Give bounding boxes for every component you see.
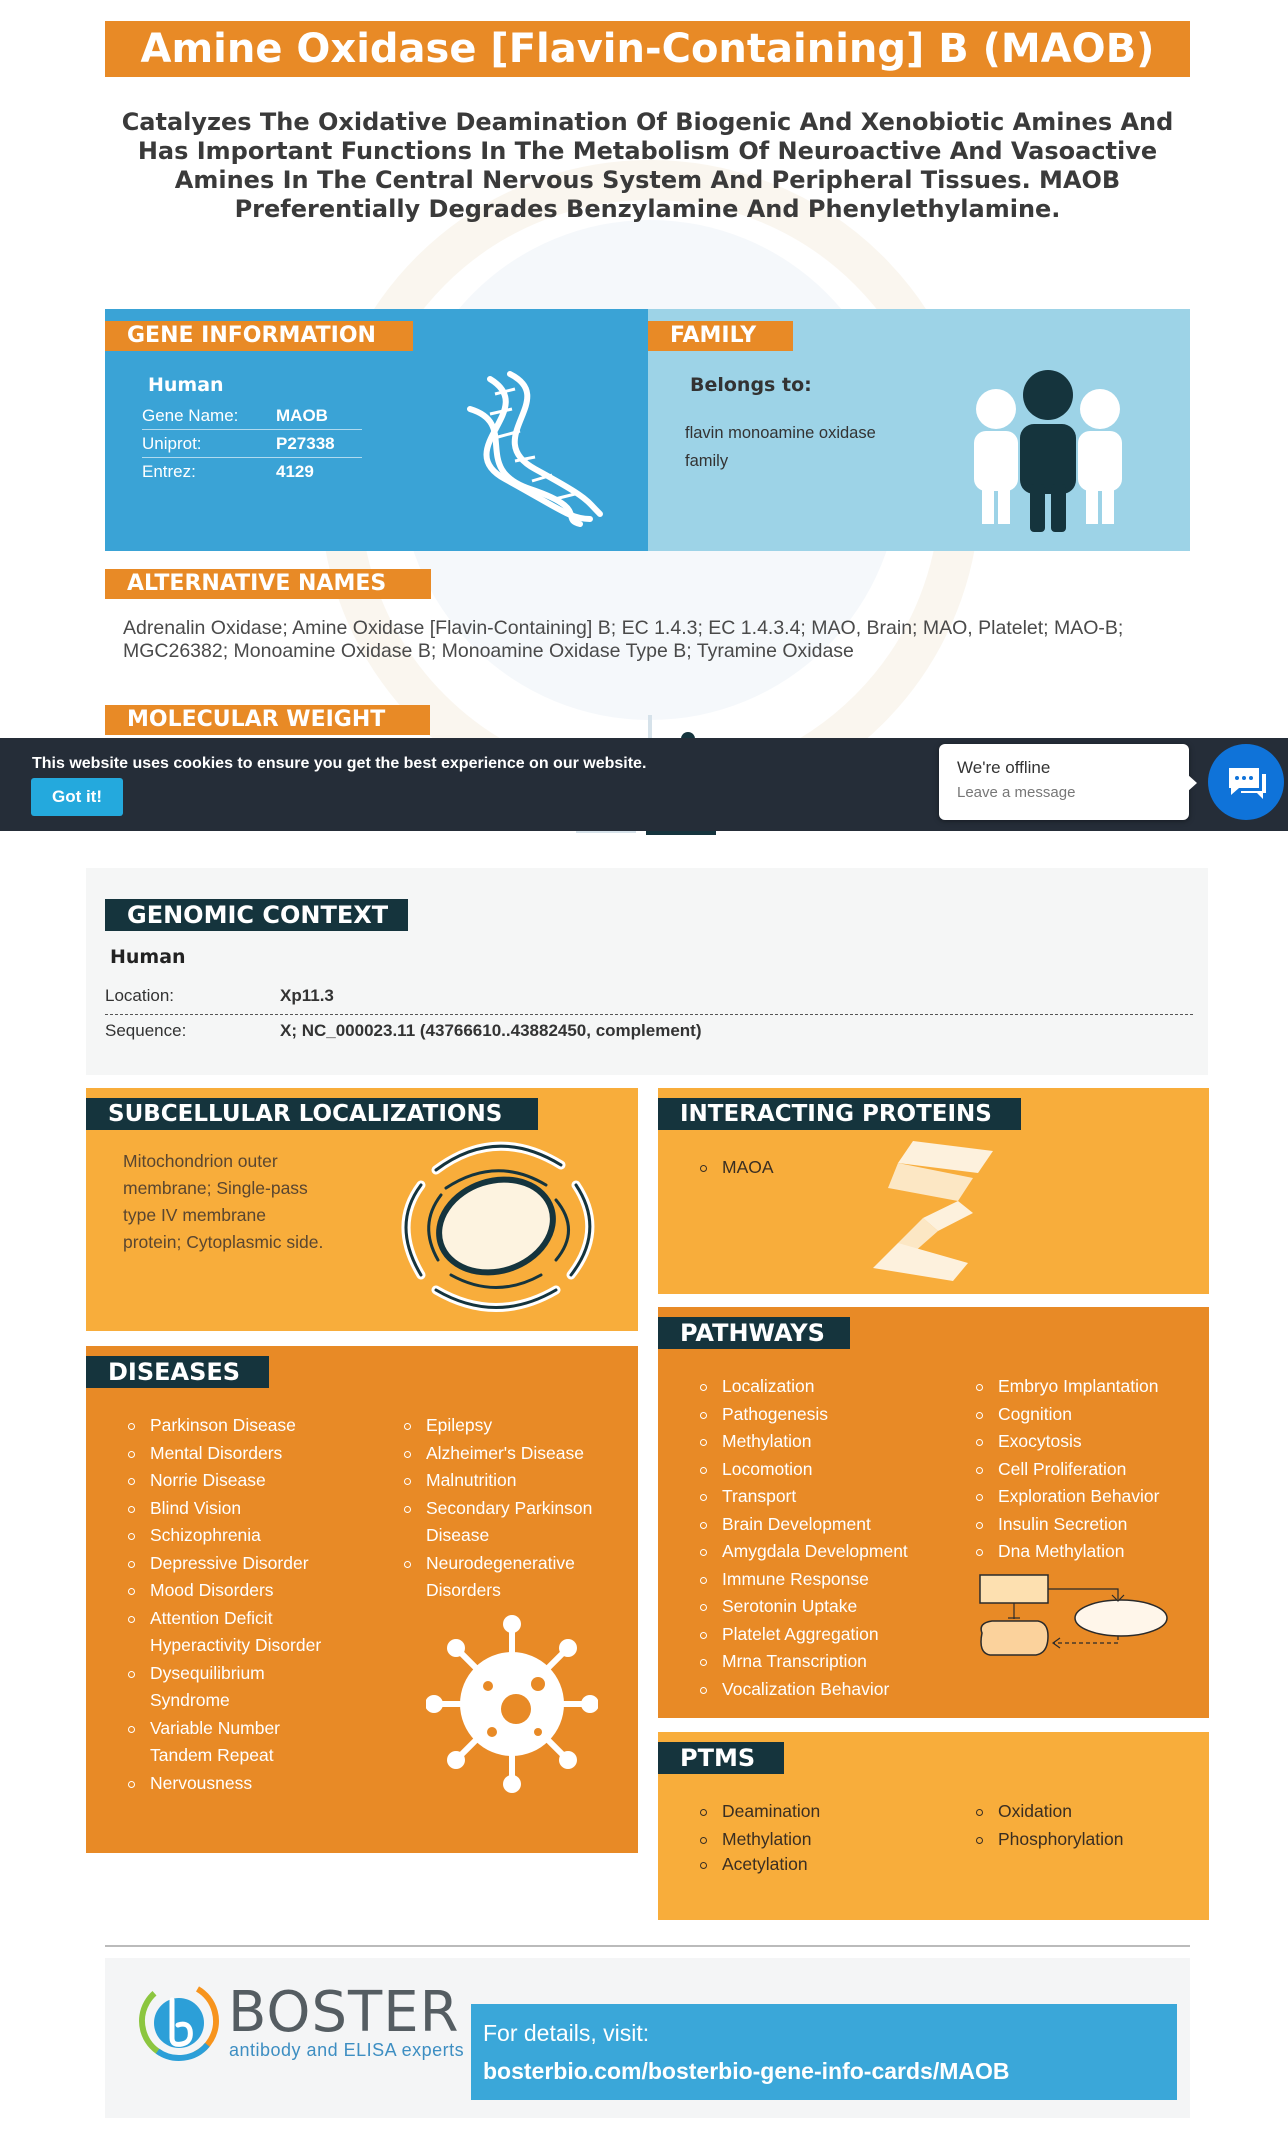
gene-name-value: MAOB [276, 406, 328, 425]
subcellular-line: membrane; Single-pass [123, 1178, 308, 1198]
people-group-icon [968, 369, 1128, 534]
list-item[interactable]: Mrna Transcription [696, 1648, 956, 1676]
genomic-context-heading: GENOMIC CONTEXT [105, 899, 408, 931]
list-item[interactable]: Mood Disorders [124, 1577, 364, 1605]
chat-bubble-icon [1225, 764, 1269, 802]
family-value-line2: family [685, 452, 729, 470]
list-item[interactable]: Parkinson Disease [124, 1412, 364, 1440]
list-item[interactable]: Alzheimer's Disease [400, 1440, 630, 1468]
pathway-diagram-icon [976, 1571, 1176, 1686]
details-url-link[interactable]: bosterbio.com/bosterbio-gene-info-cards/MAOB [483, 2058, 1010, 2084]
sequence-value: X; NC_000023.11 (43766610..43882450, complement) [280, 1021, 702, 1040]
subcellular-panel [86, 1088, 638, 1331]
diseases-list-col1 [124, 1412, 364, 1797]
list-item[interactable]: Malnutrition [400, 1467, 630, 1495]
chat-card-pointer [1187, 774, 1197, 792]
uniprot-value: P27338 [276, 434, 335, 453]
list-item[interactable]: Norrie Disease [124, 1467, 364, 1495]
diseases-panel [86, 1346, 638, 1853]
protein-helix-icon [868, 1133, 1003, 1283]
family-belongs-label: Belongs to: [690, 374, 812, 396]
list-item[interactable]: Embryo Implantation [972, 1373, 1202, 1401]
mitochondrion-icon [396, 1130, 601, 1315]
list-item[interactable]: MAOA [696, 1154, 774, 1182]
pathways-list-col2 [972, 1373, 1202, 1566]
entrez-label: Entrez: [142, 462, 196, 481]
list-item[interactable]: Nervousness [124, 1770, 364, 1798]
molecular-weight-heading: MOLECULAR WEIGHT [105, 705, 430, 735]
dna-icon [460, 369, 610, 529]
pathways-list-col1 [696, 1373, 956, 1703]
list-item[interactable]: Platelet Aggregation [696, 1621, 956, 1649]
list-item[interactable]: Vocalization Behavior [696, 1676, 956, 1704]
gene-information-heading: GENE INFORMATION [105, 321, 413, 351]
gene-species: Human [148, 374, 224, 396]
list-item[interactable]: Dysequilibrium Syndrome [124, 1660, 364, 1715]
gene-info-table [142, 402, 362, 486]
ptms-list-col1 [696, 1798, 956, 1853]
subcellular-line: protein; Cytoplasmic side. [123, 1232, 324, 1252]
family-value-line1: flavin monoamine oxidase [685, 424, 876, 442]
list-item[interactable]: Neurodegenerative Disorders [400, 1550, 630, 1605]
list-item[interactable]: Pathogenesis [696, 1401, 956, 1429]
list-item[interactable]: Schizophrenia [124, 1522, 364, 1550]
genomic-context-panel [86, 868, 1208, 1075]
entrez-row [142, 458, 362, 486]
list-item[interactable]: Oxidation [972, 1798, 1202, 1826]
interacting-proteins-panel [658, 1088, 1209, 1294]
list-item[interactable]: Localization [696, 1373, 956, 1401]
gene-summary: Catalyzes The Oxidative Deamination Of Biogenic And Xenobiotic Amines And Has Important Functions In The Metabolism Of Neuroactive And Vasoactive Amines In The Central Nervous System And Peripheral Tissues. MAOB Preferentially Degrades Benzylamine And Phenylethylamine. [121, 108, 1174, 223]
list-item[interactable]: Methylation [696, 1826, 956, 1854]
subcellular-line: Mitochondrion outer [123, 1151, 278, 1171]
diseases-list-col2 [400, 1412, 630, 1605]
list-item[interactable]: Exocytosis [972, 1428, 1202, 1456]
ptms-list-col1-extra [696, 1851, 956, 1879]
list-item[interactable]: Methylation [696, 1428, 956, 1456]
footer-divider [105, 1945, 1190, 1947]
list-item[interactable]: Amygdala Development [696, 1538, 956, 1566]
brand-name: BOSTER [228, 1980, 460, 2045]
chat-leave-message[interactable]: Leave a message [957, 784, 1076, 801]
subcellular-text [123, 1148, 323, 1256]
uniprot-label: Uniprot: [142, 434, 202, 453]
chat-status: We're offline [957, 758, 1051, 777]
details-label: For details, visit: [483, 2020, 650, 2046]
family-heading: FAMILY [648, 321, 793, 351]
list-item[interactable]: Variable Number Tandem Repeat [124, 1715, 364, 1770]
list-item[interactable]: Serotonin Uptake [696, 1593, 956, 1621]
location-value: Xp11.3 [280, 986, 334, 1005]
sequence-label: Sequence: [105, 1021, 187, 1040]
pathways-heading: PATHWAYS [658, 1317, 850, 1349]
genomic-divider [105, 1014, 1193, 1015]
virus-icon [426, 1614, 598, 1794]
location-label: Location: [105, 986, 174, 1005]
list-item[interactable]: Cognition [972, 1401, 1202, 1429]
ptms-heading: PTMS [658, 1742, 784, 1774]
list-item[interactable]: Exploration Behavior [972, 1483, 1202, 1511]
interacting-proteins-heading: INTERACTING PROTEINS [658, 1098, 1021, 1130]
gene-name-row [142, 402, 362, 430]
list-item[interactable]: Deamination [696, 1798, 956, 1826]
list-item[interactable]: Brain Development [696, 1511, 956, 1539]
list-item[interactable]: Depressive Disorder [124, 1550, 364, 1578]
list-item[interactable]: Secondary Parkinson Disease [400, 1495, 630, 1550]
pathways-panel [658, 1307, 1209, 1718]
alternative-names-heading: ALTERNATIVE NAMES [105, 569, 431, 599]
entrez-value: 4129 [276, 462, 314, 481]
brand-tagline: antibody and ELISA experts [229, 2040, 465, 2060]
ptms-list-col2 [972, 1798, 1202, 1853]
list-item[interactable]: Epilepsy [400, 1412, 630, 1440]
gene-name-label: Gene Name: [142, 406, 239, 425]
chat-offline-card[interactable] [939, 744, 1189, 820]
list-item[interactable]: Transport [696, 1483, 956, 1511]
page-title: Amine Oxidase [Flavin-Containing] B (MAOB) [105, 21, 1190, 77]
subcellular-line: type IV membrane [123, 1205, 266, 1225]
list-item[interactable]: Blind Vision [124, 1495, 364, 1523]
list-item[interactable]: Cell Proliferation [972, 1456, 1202, 1484]
boster-logo-icon [138, 1980, 220, 2062]
ptms-panel [658, 1732, 1209, 1920]
cookie-accept-button[interactable]: Got it! [31, 778, 123, 816]
list-item[interactable]: Locomotion [696, 1456, 956, 1484]
cookie-message: This website uses cookies to ensure you get the best experience on our website. [32, 755, 647, 772]
list-item[interactable]: Attention Deficit Hyperactivity Disorder [124, 1605, 364, 1660]
alternative-names-text: Adrenalin Oxidase; Amine Oxidase [Flavin-Containing] B; EC 1.4.3; EC 1.4.3.4; MAO, Brain; MAO, Platelet; MAO-B; MGC26382; Monoamine Oxidase B; Monoamine Oxidase Type B; Tyramine Oxidase [123, 617, 1124, 662]
family-panel [648, 309, 1190, 551]
uniprot-row [142, 430, 362, 458]
list-item[interactable]: Dna Methylation [972, 1538, 1202, 1566]
list-item[interactable]: Phosphorylation [972, 1826, 1202, 1854]
gene-information-panel [105, 309, 648, 551]
list-item[interactable]: Mental Disorders [124, 1440, 364, 1468]
list-item[interactable]: Acetylation [696, 1851, 956, 1879]
list-item[interactable]: Immune Response [696, 1566, 956, 1594]
genomic-species: Human [110, 946, 186, 968]
interacting-proteins-list [696, 1154, 774, 1182]
chat-launcher-button[interactable] [1208, 744, 1284, 820]
diseases-heading: DISEASES [86, 1356, 269, 1388]
list-item[interactable]: Insulin Secretion [972, 1511, 1202, 1539]
subcellular-heading: SUBCELLULAR LOCALIZATIONS [86, 1098, 538, 1130]
details-link-box[interactable] [471, 2004, 1177, 2100]
